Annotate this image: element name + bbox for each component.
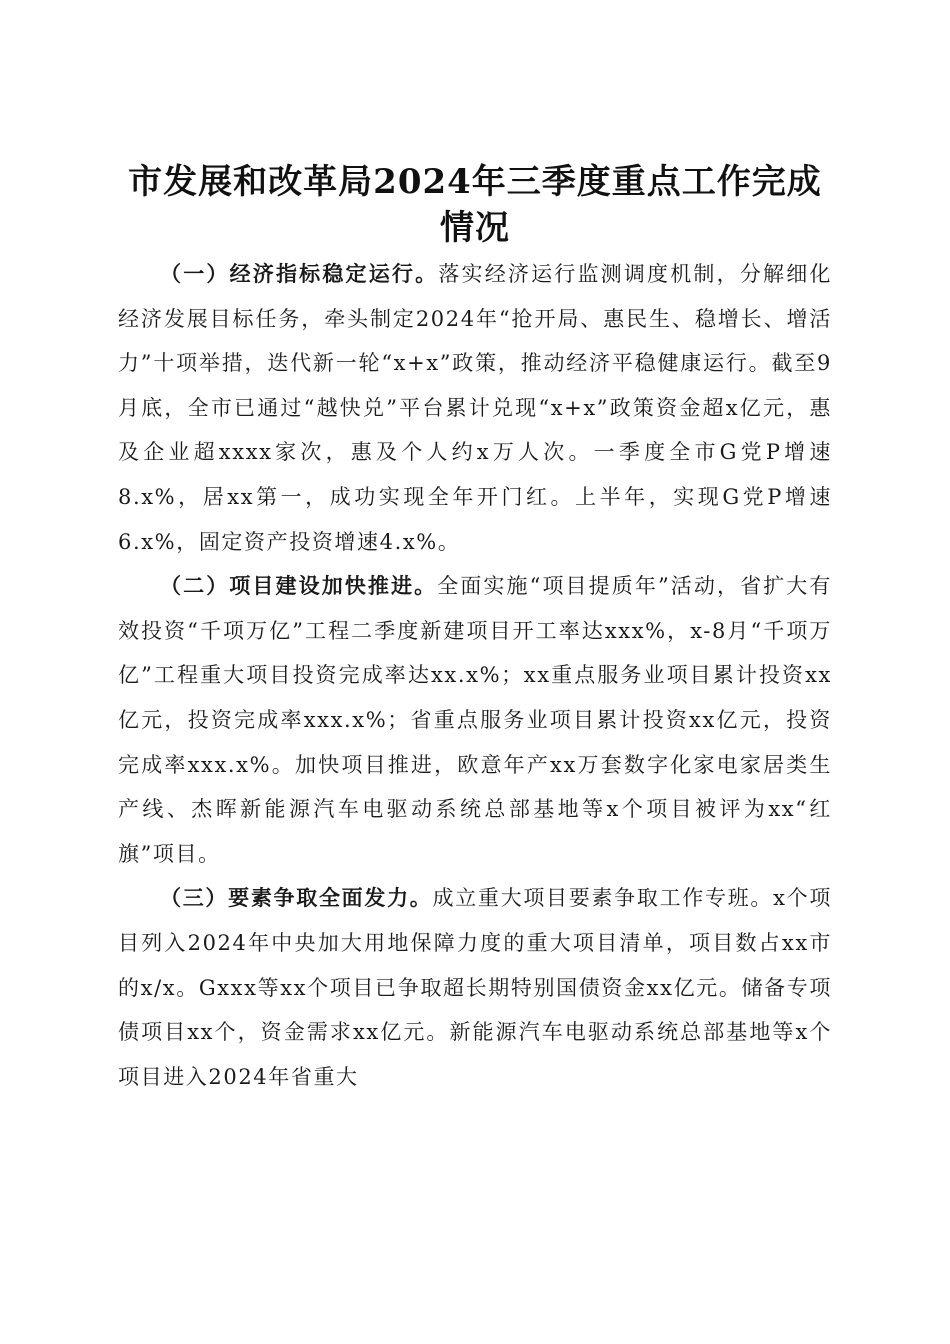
paragraph-project-construction [118, 564, 832, 876]
paragraph-factor-acquisition [118, 876, 832, 1099]
document-title [100, 159, 850, 251]
document-body [118, 252, 832, 1099]
paragraph-text: 成立重大项目要素争取工作专班。x个项目列入2024年中央加大用地保障力度的重大项目清单，项目数占xx市的x/x。Gxxx等xx个项目已争取超长期特别国债资金xx亿元。储备专项债项目xx个，资金需求xx亿元。新能源汽车电驱动系统总部基地等x个项目进入2024年省重大 [118, 886, 832, 1089]
paragraph-heading: （三）要素争取全面发力。 [160, 885, 433, 911]
paragraph-economic-indicators [118, 252, 832, 564]
title-line-1: 市发展和改革局2024年三季度重点工作完成 [128, 161, 822, 202]
paragraph-heading: （一）经济指标稳定运行。 [160, 261, 439, 286]
title-line-2: 情况 [440, 207, 510, 248]
paragraph-text: 落实经济运行监测调度机制，分解细化经济发展目标任务，牵头制定2024年“抢开局、惠民生、稳增长、增活力”十项举措，迭代新一轮“x+x”政策，推动经济平稳健康运行。截至9月底，全市已通过“越快兑”平台累计兑现“x+x”政策资金超x亿元，惠及企业超xxxx家次，惠及个人约x万人次。一季度全市G党P增速8.x%，居xx第一，成功实现全年开门红。上半年，实现G党P增速6.x%，固定资产投资增速4.x%。 [118, 262, 832, 554]
paragraph-heading: （二）项目建设加快推进。 [160, 573, 438, 599]
paragraph-text: 全面实施“项目提质年”活动，省扩大有效投资“千项万亿”工程二季度新建项目开工率达xxx%，x-8月“千项万亿”工程重大项目投资完成率达xx.x%；xx重点服务业项目累计投资xx亿元，投资完成率xxx.x%；省重点服务业项目累计投资xx亿元，投资完成率xxx.x%。加快项目推进，欧意年产xx万套数字化家电家居类生产线、杰晖新能源汽车电驱动系统总部基地等x个项目被评为xx“红旗”项目。 [118, 574, 832, 866]
